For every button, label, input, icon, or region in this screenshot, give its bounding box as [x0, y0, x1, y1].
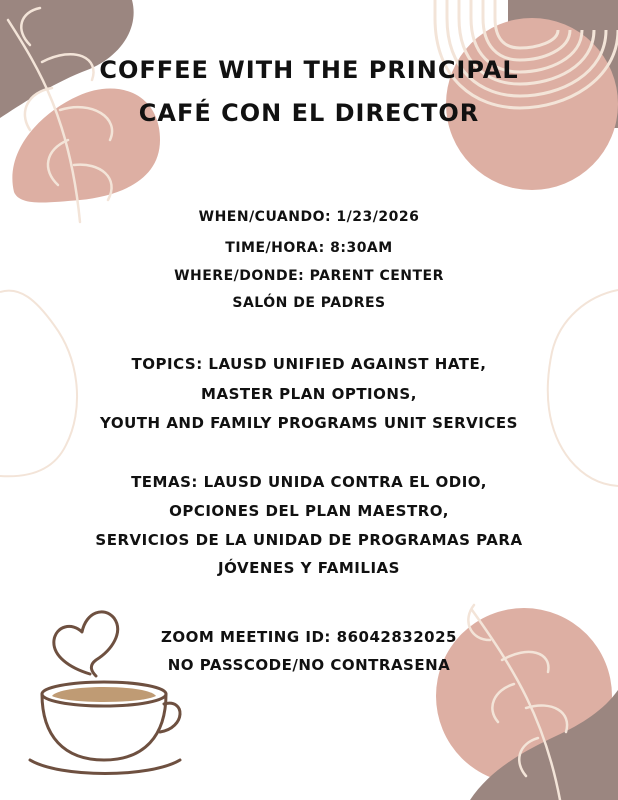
title-line-spanish: CAFÉ CON EL DIRECTOR: [138, 99, 480, 127]
zoom-passcode: NO PASSCODE/NO CONTRASENA: [167, 656, 451, 674]
event-time: TIME/HORA: 8:30AM: [225, 240, 393, 256]
topics-english-line: MASTER PLAN OPTIONS,: [201, 385, 417, 403]
event-date: WHEN/CUANDO: 1/23/2026: [198, 209, 420, 225]
saucer: [30, 760, 180, 774]
topics-spanish-line: SERVICIOS DE LA UNIDAD DE PROGRAMAS PARA: [95, 531, 523, 549]
event-location: WHERE/DONDE: PARENT CENTER: [174, 268, 444, 284]
topics-english-line: TOPICS: LAUSD UNIFIED AGAINST HATE,: [131, 355, 487, 373]
coffee-surface: [52, 687, 156, 702]
left-outline-loop: [0, 291, 77, 477]
zoom-meeting-id: ZOOM MEETING ID: 86042832025: [161, 628, 457, 646]
title-line-english: COFFEE WITH THE PRINCIPAL: [99, 56, 519, 84]
topics-spanish-line: JÓVENES Y FAMILIAS: [218, 559, 400, 577]
topics-english-line: YOUTH AND FAMILY PROGRAMS UNIT SERVICES: [100, 414, 518, 432]
topics-spanish-line: OPCIONES DEL PLAN MAESTRO,: [169, 502, 449, 520]
topics-spanish-line: TEMAS: LAUSD UNIDA CONTRA EL ODIO,: [131, 473, 487, 491]
event-location-spanish: SALÓN DE PADRES: [232, 295, 386, 311]
